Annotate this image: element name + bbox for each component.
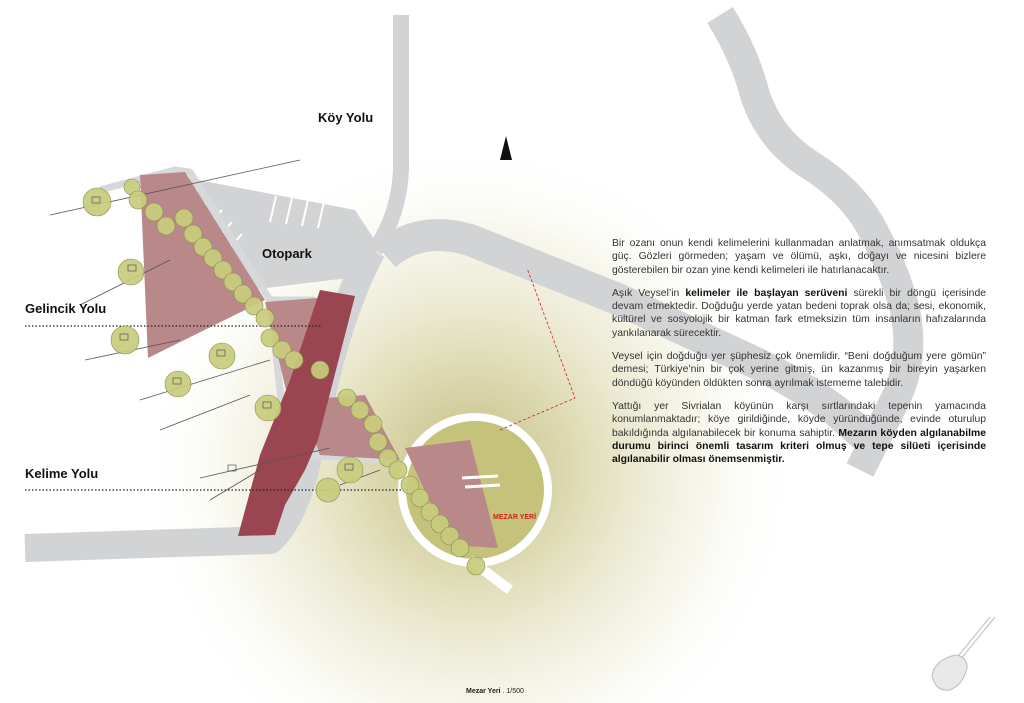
caption-scale: . 1/500 xyxy=(502,688,524,695)
mezar-yeri-label: MEZAR YERİ xyxy=(493,514,537,521)
baglama-icon xyxy=(932,617,995,690)
grave-mark-2 xyxy=(462,476,498,478)
drawing-caption xyxy=(466,688,524,695)
otopark-label: Otopark xyxy=(262,246,312,261)
paragraph-4: Yattığı yer Sivrialan köyünün karşı sırtlarındaki tepenin yamacında konumlanmaktadır; köye girildiğinde, köyde yüründüğünde, evinde oturulup bakıldığında algılanabilecek bir konuma sahiptir. Mezarın köyden algılanabilme durumu birinci önemli tasarım kriteri olmuş ve tepe silüeti içerisinde algılanabilir olması önemsenmiştir. xyxy=(612,400,986,466)
gelincik-yolu-label: Gelincik Yolu xyxy=(25,301,107,316)
paragraph-3: Veysel için doğduğu yer şüphesiz çok önemlidir. “Beni doğduğum yere gömün” demesi; Türkiye’nin bir çok yerine gitmiş, ün kazanmış bir bireyin yaşarken döndüğü köyünden öldükten sonra ayrılmak istememe talebidir. xyxy=(612,351,986,389)
grave-mark-1 xyxy=(465,485,500,487)
caption-title: Mezar Yeri xyxy=(466,688,501,695)
paragraph-1: Bir ozanı onun kendi kelimelerini kullanmadan anlatmak, anımsatmak oldukça güç. Gözleri görmeden; yaşam ve ölümü, aşkı, doğayı ve nicesini bizlere gösterebilen bir ozan yine kendi kelimeleri ile hatırlanacaktır. xyxy=(612,238,986,276)
koy-yolu-label: Köy Yolu xyxy=(318,110,374,125)
paragraph-2: Aşık Veysel’in kelimeler ile başlayan serüveni sürekli bir döngü içerisinde devam etmektedir. Doğduğu yerde yatan bedeni toprak olsa da; sesi, ekonomik, kültürel ve sosyolojik bir katman fark etmeksizin tüm insanların hafızalarında yankılanarak sürecektir. xyxy=(612,287,987,339)
kelime-yolu-label: Kelime Yolu xyxy=(25,466,99,481)
description-text xyxy=(612,237,986,476)
